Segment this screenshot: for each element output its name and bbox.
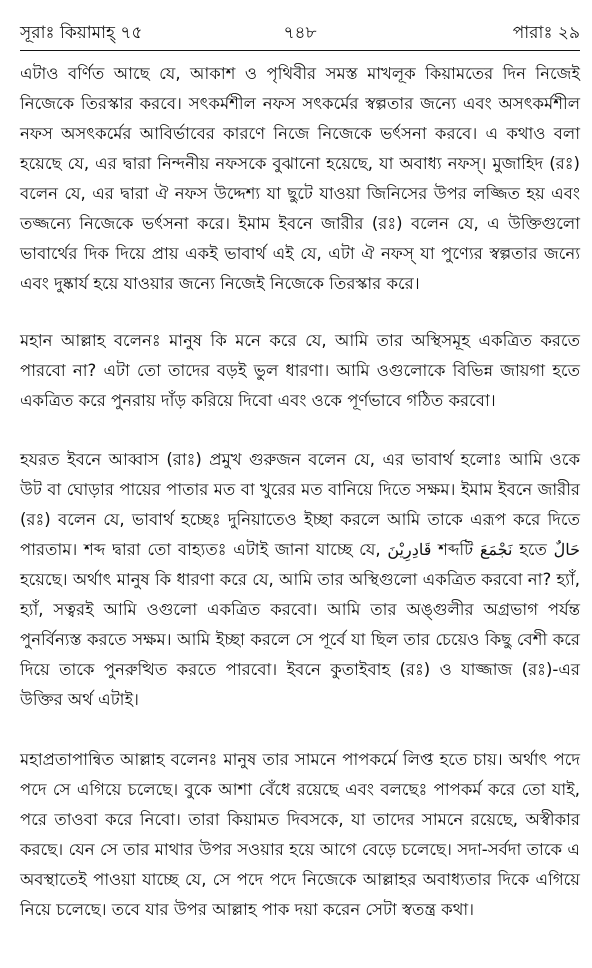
surah-title: সূরাঃ কিয়ামাহ্ ৭৫ bbox=[20, 23, 143, 43]
paragraph-4: মহাপ্রতাপান্বিত আল্লাহ বলেনঃ মানুষ তার সামনে পাপকর্মে লিপ্ত হতে চায়। অর্থাৎ পদে পদে সে এগিয়ে চলেছে। বুকে আশা বেঁধে রয়েছে এবং বলছেঃ পাপকর্ম করে তো যাই, পরে তাওবা করে নিবো। তারা কিয়ামত দিবসকে, যা তাদের সামনে রয়েছে, অস্বীকার করছে। যেন সে তার মাথার উপর সওয়ার হয়ে আগে বেড়ে চলেছে। সদা-সর্বদা তাকে এ অবস্থাতেই পাওয়া যাচ্ছে যে, সে পদে পদে নিজেকে আল্লাহর অবাধ্যতার দিকে এগিয়ে নিয়ে চলেছে। তবে যার উপর আল্লাহ পাক দয়া করেন সেটা স্বতন্ত্র কথা। bbox=[20, 750, 580, 919]
arabic-word-qadirin: قَادِرِيْنَ bbox=[387, 540, 432, 559]
header-divider bbox=[20, 50, 580, 51]
paragraph-3-text-c: হতে bbox=[512, 540, 554, 559]
arabic-word-hal: حَالٌ bbox=[553, 540, 581, 559]
para-label: পারাঃ ২৯ bbox=[512, 23, 580, 43]
paragraph-3-text-b: শব্দটি bbox=[431, 540, 480, 559]
paragraph-3 bbox=[20, 445, 580, 715]
paragraph-2: মহান আল্লাহ বলেনঃ মানুষ কি মনে করে যে, আমি তার অস্থিসমূহ একত্রিত করতে পারবো না? এটা তো তাদের বড়ই ভুল ধারণা। আমি ওগুলোকে বিভিন্ন জায়গা হতে একত্রিত করে পুনরায় দাঁড় করিয়ে দিবো এবং ওকে পূর্ণভাবে গঠিত করবো। bbox=[20, 331, 580, 410]
paragraph-1: এটাও বর্ণিত আছে যে, আকাশ ও পৃথিবীর সমস্ত মাখলূক কিয়ামতের দিন নিজেই নিজেকে তিরস্কার করবে। সৎকর্মশীল নফস সৎকর্মের স্বল্পতার জন্যে এবং অসৎকর্মশীল নফস অসৎকর্মের আবির্ভাবের কারণে নিজে নিজেকে ভর্ৎসনা করবে। এ কথাও বলা হয়েছে যে, এর দ্বারা নিন্দনীয় নফসকে বুঝানো হয়েছে, যা অবাধ্য নফস্। মুজাহিদ (রঃ) বলেন যে, এর দ্বারা ঐ নফস উদ্দেশ্য যা ছুটে যাওয়া জিনিসের উপর লজ্জিত হয় এবং তজ্জন্যে নিজেকে ভর্ৎসনা করে। ইমাম ইবনে জারীর (রঃ) বলেন যে, এ উক্তিগুলো ভাবার্থের দিক দিয়ে প্রায় একই ভাবার্থ এই যে, এটা ঐ নফস্ যা পুণ্যের স্বল্পতার জন্যে এবং দুষ্কার্য হয়ে যাওয়ার জন্যে নিজেই নিজেকে তিরস্কার করে। bbox=[20, 64, 580, 293]
page-number: ৭৪৮ bbox=[283, 23, 317, 43]
page-header bbox=[20, 20, 580, 46]
arabic-word-najmaa: نَجْمَعَ bbox=[479, 540, 513, 559]
paragraph-3-text-a: হযরত ইবনে আব্বাস (রাঃ) প্রমুখ গুরুজন বলেন যে, এর ভাবার্থ হলোঃ আমি ওকে উট বা ঘোড়ার পায়ের পাতার মত বা খুরের মত বানিয়ে দিতে সক্ষম। ইমাম ইবনে জারীর (রঃ) বলেন যে, ভাবার্থ হচ্ছেঃ দুনিয়াতেও ইচ্ছা করলে আমি তাকে এরূপ করে দিতে পারতাম। শব্দ দ্বারা তো বাহ্যতঃ এটাই জানা যাচ্ছে যে, bbox=[20, 450, 580, 559]
paragraph-3-text-d: হয়েছে। অর্থাৎ মানুষ কি ধারণা করে যে, আমি তার অস্থিগুলো একত্রিত করবো না? হ্যাঁ, হ্যাঁ, সত্বরই আমি ওগুলো একত্রিত করবো। আমি তার অঙ্গুলীর অগ্রভাগ পর্যন্ত পুনর্বিন্যস্ত করতে সক্ষম। আমি ইচ্ছা করলে সে পূর্বে যা ছিল তার চেয়েও কিছু বেশী করে দিয়ে তাকে পুনরুত্থিত করতে পারবো। ইবনে কুতাইবাহ (রঃ) ও যাজ্জাজ (রঃ)-এর উক্তির অর্থ এটাই। bbox=[20, 570, 580, 709]
